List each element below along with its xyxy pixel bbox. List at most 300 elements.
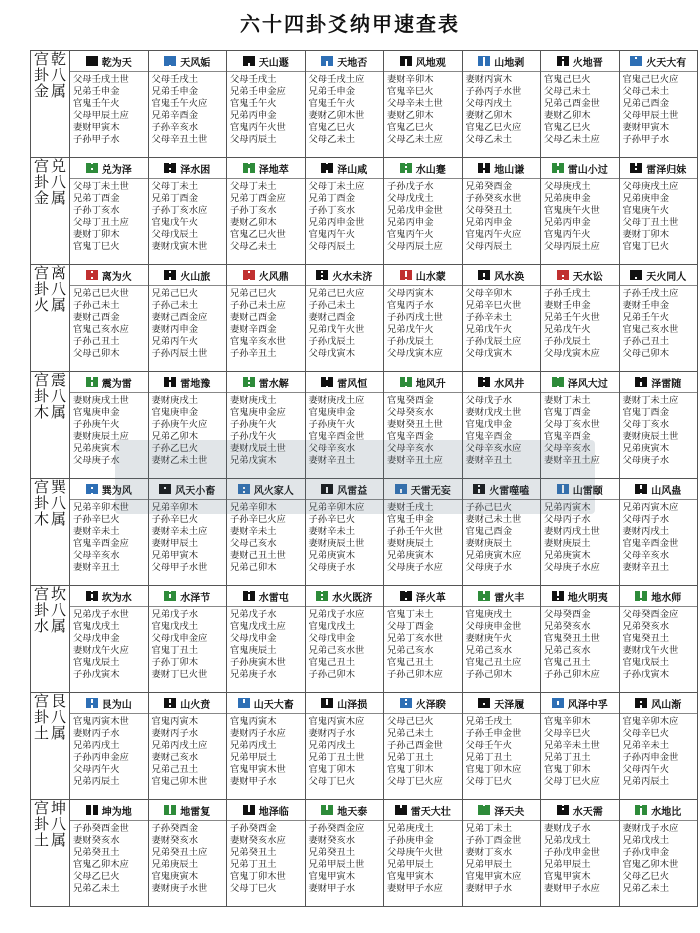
yao-line: 兄弟庚辰土 bbox=[151, 859, 198, 871]
yao-line: 子孙庚午火应 bbox=[151, 419, 208, 431]
yao-line: 兄弟丙寅木 bbox=[544, 502, 591, 513]
yao-line: 父母辛巳火 bbox=[622, 728, 669, 740]
hexagram-name: 天火同人 bbox=[646, 271, 687, 283]
hexagram-header bbox=[463, 265, 541, 286]
yao-line: 子孙壬戌土 bbox=[544, 288, 591, 299]
hexagram-name: 地火明夷 bbox=[567, 592, 608, 604]
hexagram-cell bbox=[384, 693, 463, 800]
hexagram-cell bbox=[70, 372, 149, 479]
yao-line: 官鬼庚申金应 bbox=[230, 407, 286, 419]
yao-list bbox=[384, 821, 462, 896]
hexagram-cell bbox=[619, 51, 698, 158]
yang-line bbox=[321, 814, 333, 815]
yao-line: 兄弟丁未土 bbox=[465, 823, 512, 834]
yin-line bbox=[400, 279, 412, 280]
yao-line: 兄弟甲辰土 bbox=[465, 859, 512, 871]
yao-line: 官鬼辛酉金世 bbox=[622, 538, 679, 550]
yao-line: 官鬼辛巳火 bbox=[387, 86, 434, 98]
hexagram-name: 风雷益 bbox=[337, 485, 368, 497]
hexagram-symbol-icon bbox=[86, 270, 98, 281]
yao-line: 父母戊寅木应 bbox=[544, 348, 600, 360]
hexagram-symbol-icon bbox=[635, 805, 647, 816]
palace-name-char: 火 bbox=[33, 296, 49, 314]
yao-line: 兄弟戊子水世 bbox=[73, 609, 129, 620]
hexagram-cell bbox=[541, 800, 620, 907]
yao-list bbox=[227, 500, 305, 575]
yao-line: 妻财丙寅木 bbox=[465, 74, 512, 85]
yao-line: 官鬼丙午火应 bbox=[465, 229, 522, 241]
hexagram-cell bbox=[305, 158, 384, 265]
yang-line bbox=[243, 814, 255, 815]
yao-line: 子孙丙子水世 bbox=[465, 86, 522, 98]
yao-line: 妻财丙子水 bbox=[151, 728, 198, 740]
hexagram-header bbox=[306, 265, 384, 286]
yao-line: 父母乙未土应 bbox=[387, 134, 443, 146]
yao-line: 妻财己酉金应 bbox=[151, 312, 208, 324]
hexagram-name: 风火家人 bbox=[253, 485, 294, 497]
yao-line: 父母甲辰土应 bbox=[73, 110, 129, 122]
hexagram-name: 坤为地 bbox=[101, 806, 132, 818]
yao-line: 妻财丁未土应 bbox=[622, 395, 679, 406]
hexagram-header bbox=[306, 51, 384, 72]
yao-line: 父母丁巳火应 bbox=[387, 776, 443, 788]
palace-name-char: 宫 bbox=[33, 585, 49, 603]
hexagram-cell bbox=[619, 586, 698, 693]
yao-line: 妻财癸亥水 bbox=[151, 835, 198, 847]
hexagram-header bbox=[227, 586, 305, 607]
hexagram-symbol-icon bbox=[86, 591, 98, 602]
yang-line bbox=[552, 600, 564, 601]
hexagram-header bbox=[541, 586, 619, 607]
hexagram-header bbox=[306, 372, 384, 393]
yao-line: 妻财丙子水 bbox=[73, 728, 120, 740]
yao-line: 妻财乙卯木 bbox=[465, 110, 512, 122]
hexagram-name: 离为火 bbox=[101, 271, 132, 283]
yao-line: 父母癸酉金应 bbox=[622, 609, 679, 620]
hexagram-cell bbox=[384, 158, 463, 265]
hexagram-symbol-icon bbox=[400, 377, 412, 388]
yao-line: 兄弟戊寅木 bbox=[230, 455, 277, 467]
yao-line: 妻财丁卯木 bbox=[73, 229, 120, 241]
yao-line: 兄弟庚寅木应 bbox=[465, 550, 522, 562]
yao-list bbox=[149, 286, 227, 361]
yang-line bbox=[557, 814, 569, 815]
hexagram-name: 水山蹇 bbox=[415, 164, 446, 176]
yao-line: 兄弟壬戌土 bbox=[465, 716, 512, 727]
yao-line: 官鬼辛酉金 bbox=[544, 431, 591, 443]
yao-line: 妻财戊戌土世 bbox=[465, 407, 522, 419]
yao-line: 兄弟丙申金 bbox=[465, 217, 512, 229]
yao-line: 兄弟丁丑土世 bbox=[308, 752, 365, 764]
hexagram-header bbox=[306, 158, 384, 179]
yao-line: 子孙己卯木 bbox=[308, 669, 355, 681]
hexagram-cell bbox=[70, 51, 149, 158]
palace-label-cell bbox=[31, 51, 70, 158]
yang-line bbox=[395, 814, 407, 815]
yao-list bbox=[620, 286, 698, 361]
yao-line: 兄弟辛巳火世 bbox=[465, 300, 522, 312]
yao-line: 妻财庚午火 bbox=[465, 633, 512, 645]
hexagram-name: 天雷无妄 bbox=[410, 485, 451, 497]
yao-line: 妻财乙未土世 bbox=[151, 455, 208, 467]
hexagram-header bbox=[620, 51, 698, 72]
hexagram-header bbox=[463, 586, 541, 607]
yao-line: 官鬼丁巳火 bbox=[73, 241, 120, 253]
yao-line: 兄弟庚戌土 bbox=[387, 823, 434, 834]
hexagram-name: 雷天大壮 bbox=[410, 806, 451, 818]
yao-line: 兄弟辛未土 bbox=[622, 740, 669, 752]
yao-list bbox=[227, 286, 305, 361]
yao-line: 官鬼庚寅木 bbox=[151, 871, 198, 883]
yao-line: 子孙己未土 bbox=[151, 300, 198, 312]
yao-line: 子孙戊辰土 bbox=[544, 336, 591, 348]
hexagram-cell bbox=[541, 479, 620, 586]
palace-name-char: 八 bbox=[51, 494, 67, 512]
hexagram-cell bbox=[148, 586, 227, 693]
hexagram-name: 火水未济 bbox=[332, 271, 373, 283]
yao-line: 妻财丁巳火世 bbox=[151, 669, 208, 681]
yao-line: 兄弟丙寅木应 bbox=[622, 502, 679, 513]
palace-name-char: 金 bbox=[33, 82, 49, 100]
yao-line: 妻财辛卯木 bbox=[387, 74, 434, 85]
hexagram-name: 水雷屯 bbox=[258, 592, 289, 604]
hexagram-symbol-icon bbox=[635, 377, 647, 388]
palace-name-char: 宫 bbox=[33, 157, 49, 175]
palace-name-char: 宫 bbox=[33, 799, 49, 817]
hexagram-name: 雷山小过 bbox=[567, 164, 608, 176]
palace-name-char: 八 bbox=[51, 601, 67, 619]
yao-line: 官鬼癸丑土 bbox=[622, 633, 669, 645]
yao-line: 官鬼乙巳火应 bbox=[465, 122, 522, 134]
yao-line: 兄弟壬午火 bbox=[622, 312, 669, 324]
yang-line bbox=[321, 493, 333, 494]
yao-line: 父母己未土 bbox=[622, 86, 669, 98]
hexagram-symbol-icon bbox=[321, 163, 333, 174]
yao-line: 父母壬戌土 bbox=[230, 74, 277, 85]
hexagram-header bbox=[463, 158, 541, 179]
yao-line: 子孙辛丑土 bbox=[230, 348, 277, 360]
hexagram-cell bbox=[148, 479, 227, 586]
yao-line: 父母庚申金世 bbox=[465, 621, 522, 633]
yao-line: 妻财辛未土 bbox=[73, 526, 120, 538]
yao-line: 兄弟己酉金 bbox=[622, 98, 669, 110]
hexagram-name: 地天泰 bbox=[337, 806, 368, 818]
hexagram-cell bbox=[462, 479, 541, 586]
yao-line: 妻财庚戌土应 bbox=[308, 395, 365, 406]
yang-line bbox=[243, 600, 255, 601]
yao-line: 子孙己丑土 bbox=[73, 336, 120, 348]
yao-line: 父母癸酉金 bbox=[544, 609, 591, 620]
yao-line: 妻财辛丑土 bbox=[622, 562, 669, 574]
yin-line bbox=[557, 65, 569, 66]
yao-line: 兄弟庚申金 bbox=[544, 193, 591, 205]
yao-line: 兄弟壬午火世 bbox=[544, 312, 600, 324]
yao-line: 妻财辛丑土 bbox=[308, 455, 355, 467]
yao-line: 父母辛亥水应 bbox=[465, 443, 522, 455]
hexagram-name: 雷水解 bbox=[258, 378, 289, 390]
yao-line: 子孙己未土 bbox=[73, 300, 120, 312]
yao-line: 父母丁亥水世 bbox=[544, 419, 600, 431]
hexagram-header bbox=[463, 693, 541, 714]
yao-line: 子孙辛巳火 bbox=[308, 514, 355, 526]
yao-line: 官鬼壬午火 bbox=[73, 98, 120, 110]
hexagram-cell bbox=[227, 51, 306, 158]
hexagram-cell bbox=[70, 586, 149, 693]
yao-list bbox=[463, 72, 541, 147]
yao-line: 官鬼己丑土 bbox=[544, 657, 591, 669]
yao-line: 父母丙辰土 bbox=[230, 134, 277, 146]
hexagram-header bbox=[384, 51, 462, 72]
hexagram-header bbox=[149, 586, 227, 607]
hexagram-name: 震为雷 bbox=[101, 378, 132, 390]
yao-line: 官鬼丙寅木应 bbox=[308, 716, 365, 727]
yao-line: 子孙甲子水 bbox=[73, 134, 120, 146]
hexagram-name: 水天需 bbox=[572, 806, 603, 818]
yao-line: 子孙己丑土 bbox=[622, 336, 669, 348]
yao-line: 父母丁亥水 bbox=[622, 419, 669, 431]
hexagram-symbol-icon bbox=[478, 377, 490, 388]
yao-line: 官鬼戊申金 bbox=[465, 419, 512, 431]
yin-line bbox=[552, 172, 564, 173]
palace-label-cell bbox=[31, 800, 70, 907]
hexagram-name: 水火既济 bbox=[332, 592, 373, 604]
yao-list bbox=[620, 179, 698, 254]
yao-line: 兄弟癸丑土 bbox=[308, 847, 355, 859]
yao-list bbox=[149, 714, 227, 789]
hexagram-table bbox=[30, 50, 698, 907]
yao-line: 兄弟戊午火世 bbox=[308, 324, 365, 336]
yin-line bbox=[400, 386, 412, 387]
hexagram-header bbox=[384, 158, 462, 179]
yao-list bbox=[149, 821, 227, 896]
yao-line: 兄弟丙戌土应 bbox=[151, 740, 208, 752]
hexagram-name: 风山渐 bbox=[651, 699, 682, 711]
yao-line: 兄弟壬申金 bbox=[73, 86, 120, 98]
yao-line: 官鬼戊午火 bbox=[151, 217, 198, 229]
yao-line: 兄弟戊午火 bbox=[387, 324, 434, 336]
yao-line: 兄弟庚寅木 bbox=[73, 443, 120, 455]
yin-line bbox=[635, 814, 647, 815]
yang-line bbox=[395, 493, 407, 494]
hexagram-header bbox=[149, 372, 227, 393]
yao-list bbox=[306, 714, 384, 789]
palace-name-column bbox=[51, 800, 66, 848]
yao-line: 妻财乙卯木 bbox=[230, 217, 277, 229]
yao-list bbox=[620, 607, 698, 682]
yao-line: 官鬼甲寅木应 bbox=[465, 871, 522, 883]
hexagram-cell bbox=[70, 693, 149, 800]
yao-line: 妻财辛未土 bbox=[308, 526, 355, 538]
yao-line: 子孙丙戌土世 bbox=[387, 312, 443, 324]
yao-line: 父母丁巳火 bbox=[308, 776, 355, 788]
hexagram-header bbox=[620, 800, 698, 821]
yao-line: 官鬼戊辰土 bbox=[73, 657, 120, 669]
yao-list bbox=[149, 500, 227, 575]
yao-line: 妻财甲子水 bbox=[230, 776, 277, 788]
palace-name-char: 八 bbox=[51, 173, 67, 191]
yao-list bbox=[620, 393, 698, 468]
yao-list bbox=[70, 72, 148, 147]
yao-list bbox=[70, 500, 148, 575]
hexagram-symbol-icon bbox=[321, 805, 333, 816]
hexagram-cell bbox=[462, 158, 541, 265]
yao-line: 父母甲辰土世 bbox=[622, 110, 679, 122]
yao-line: 兄弟己未土 bbox=[387, 728, 434, 740]
hexagram-symbol-icon bbox=[635, 698, 647, 709]
yin-line bbox=[321, 386, 333, 387]
hexagram-symbol-icon bbox=[164, 805, 176, 816]
hexagram-name: 天地否 bbox=[337, 57, 368, 69]
yao-line: 子孙己卯木 bbox=[465, 669, 512, 681]
yao-line: 父母己卯木 bbox=[73, 348, 120, 360]
yao-line: 兄弟辛卯木 bbox=[230, 502, 277, 513]
hexagram-symbol-icon bbox=[86, 805, 98, 816]
yao-list bbox=[227, 821, 305, 896]
hexagram-name: 雷泽归妹 bbox=[646, 164, 687, 176]
yao-line: 官鬼乙巳火 bbox=[387, 122, 434, 134]
yao-line: 父母壬午火 bbox=[465, 740, 512, 752]
hexagram-cell bbox=[384, 479, 463, 586]
yao-line: 父母乙未土 bbox=[308, 134, 355, 146]
yao-line: 妻财戊辰土世 bbox=[230, 443, 286, 455]
hexagram-header bbox=[306, 479, 384, 500]
yao-line: 子孙辛巳火 bbox=[73, 514, 120, 526]
yao-line: 父母甲子水世 bbox=[151, 562, 208, 574]
yao-line: 官鬼庚午火 bbox=[622, 205, 669, 217]
hexagram-name: 乾为天 bbox=[101, 57, 132, 69]
yao-line: 官鬼甲寅木 bbox=[544, 871, 591, 883]
yao-line: 官鬼己丑土 bbox=[387, 657, 434, 669]
yao-line: 妻财庚辰土应 bbox=[73, 431, 129, 443]
yao-line: 兄弟己巳火世 bbox=[73, 288, 129, 299]
hexagram-cell bbox=[541, 158, 620, 265]
hexagram-cell bbox=[541, 51, 620, 158]
yao-line: 子孙癸酉金 bbox=[230, 823, 277, 834]
yao-line: 子孙丁亥水 bbox=[230, 205, 277, 217]
hexagram-symbol-icon bbox=[86, 698, 98, 709]
yao-line: 妻财戊午火世 bbox=[622, 645, 679, 657]
yao-line: 兄弟己亥水 bbox=[544, 645, 591, 657]
hexagram-header bbox=[541, 372, 619, 393]
yao-line: 子孙庚午火 bbox=[308, 419, 355, 431]
yao-line: 子孙戊午火 bbox=[230, 431, 277, 443]
hexagram-symbol-icon bbox=[164, 270, 176, 281]
palace-name bbox=[31, 372, 69, 420]
hexagram-cell bbox=[70, 265, 149, 372]
yao-line: 父母辛亥水 bbox=[73, 550, 120, 562]
yao-line: 妻财乙卯木世 bbox=[308, 110, 365, 122]
yao-line: 父母丙辰土 bbox=[465, 241, 512, 253]
yao-line: 兄弟辛卯木应 bbox=[308, 502, 365, 513]
yao-line: 官鬼丙午火 bbox=[544, 229, 591, 241]
hexagram-symbol-icon bbox=[316, 270, 328, 281]
yao-line: 父母丁未土 bbox=[151, 181, 198, 192]
yin-line bbox=[557, 279, 569, 280]
yao-line: 兄弟丙申金世 bbox=[308, 217, 365, 229]
yao-line: 父母丁酉金 bbox=[387, 621, 434, 633]
yao-line: 父母丁巳火 bbox=[230, 883, 277, 895]
yao-line: 兄弟庚寅木 bbox=[308, 550, 355, 562]
yao-line: 官鬼丙午火世 bbox=[230, 122, 286, 134]
yao-line: 兄弟乙未土 bbox=[622, 883, 669, 895]
yao-line: 兄弟丁酉金 bbox=[151, 193, 198, 205]
yao-line: 妻财甲子水 bbox=[308, 883, 355, 895]
palace-name-column bbox=[51, 586, 66, 634]
yang-line bbox=[321, 707, 333, 708]
hexagram-name: 泽山咸 bbox=[337, 164, 368, 176]
hexagram-name: 雷火丰 bbox=[494, 592, 525, 604]
yao-line: 兄弟丁酉金 bbox=[308, 193, 355, 205]
hexagram-cell bbox=[148, 265, 227, 372]
hexagram-name: 山水蒙 bbox=[415, 271, 446, 283]
yao-list bbox=[463, 821, 541, 896]
hexagram-header bbox=[70, 586, 148, 607]
yao-line: 妻财丁亥水 bbox=[465, 847, 512, 859]
palace-name-char: 属 bbox=[51, 296, 67, 314]
palace-name-char: 坎 bbox=[51, 585, 67, 603]
yao-line: 官鬼丁卯木 bbox=[308, 764, 355, 776]
yin-line bbox=[316, 279, 328, 280]
yao-line: 兄弟甲辰土 bbox=[544, 859, 591, 871]
hexagram-cell bbox=[148, 158, 227, 265]
palace-name-char: 卦 bbox=[33, 494, 49, 512]
yao-line: 兄弟癸丑土 bbox=[73, 847, 120, 859]
hexagram-cell bbox=[462, 51, 541, 158]
yao-line: 妻财庚辰土世 bbox=[308, 538, 365, 550]
hexagram-cell bbox=[541, 265, 620, 372]
yao-line: 父母戊申金应 bbox=[151, 633, 208, 645]
hexagram-symbol-icon bbox=[630, 270, 642, 281]
palace-name-char: 木 bbox=[33, 510, 49, 528]
yang-line bbox=[238, 707, 250, 708]
yao-line: 兄弟戊戌土 bbox=[622, 835, 669, 847]
yao-line: 妻财戊子水应 bbox=[622, 823, 679, 834]
hexagram-header bbox=[227, 479, 305, 500]
yao-line: 父母丁未土 bbox=[230, 181, 277, 192]
yao-list bbox=[149, 607, 227, 682]
hexagram-cell bbox=[227, 800, 306, 907]
palace-name-column bbox=[34, 372, 49, 420]
yao-line: 妻财辛丑土 bbox=[73, 562, 120, 574]
yao-line: 子孙庚午火 bbox=[230, 419, 277, 431]
palace-name-char: 属 bbox=[51, 510, 67, 528]
yao-line: 父母辛亥水 bbox=[544, 443, 591, 455]
hexagram-symbol-icon bbox=[400, 698, 412, 709]
yao-list bbox=[463, 179, 541, 254]
yin-line bbox=[164, 279, 176, 280]
palace-name-char: 属 bbox=[51, 831, 67, 849]
yao-line: 官鬼丙午火 bbox=[308, 229, 355, 241]
yao-list bbox=[620, 714, 698, 789]
yang-line bbox=[238, 493, 250, 494]
hexagram-cell bbox=[70, 158, 149, 265]
yao-list bbox=[541, 286, 619, 361]
hexagram-name: 艮为山 bbox=[101, 699, 132, 711]
palace-name-column bbox=[34, 693, 49, 741]
hexagram-name: 泽天夬 bbox=[494, 806, 525, 818]
yao-line: 兄弟戊午火 bbox=[465, 324, 512, 336]
hexagram-symbol-icon bbox=[238, 698, 250, 709]
hexagram-header bbox=[463, 800, 541, 821]
yao-line: 父母己巳火 bbox=[387, 716, 434, 727]
palace-label-cell bbox=[31, 265, 70, 372]
hexagram-header bbox=[620, 479, 698, 500]
yao-line: 妻财庚辰土世 bbox=[622, 431, 679, 443]
yao-list bbox=[620, 72, 698, 147]
yao-line: 官鬼丁卯木 bbox=[544, 764, 591, 776]
palace-name-char: 卦 bbox=[33, 280, 49, 298]
hexagram-header bbox=[620, 586, 698, 607]
